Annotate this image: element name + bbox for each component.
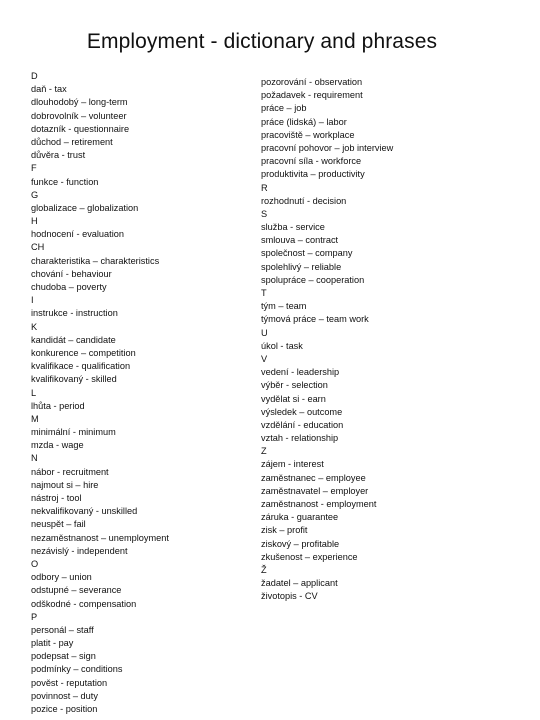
- dictionary-entry: kandidát – candidate: [31, 334, 116, 345]
- section-letter: G: [31, 189, 39, 200]
- section-letter: S: [261, 208, 268, 219]
- dictionary-entry: kvalifikace - qualification: [31, 361, 131, 372]
- dictionary-entry: dotazník - questionnaire: [31, 123, 130, 134]
- dictionary-column-right: [261, 76, 393, 604]
- dictionary-entry: žadatel – applicant: [261, 578, 338, 589]
- section-letter: Z: [261, 446, 267, 457]
- dictionary-entry: pozorování - observation: [261, 77, 363, 87]
- dictionary-entry: podepsat – sign: [31, 651, 96, 662]
- dictionary-entry: společnost – company: [261, 248, 353, 259]
- dictionary-entry: výběr - selection: [261, 380, 328, 391]
- dictionary-entry: chudoba – poverty: [31, 282, 107, 292]
- section-letter: U: [261, 327, 268, 338]
- dictionary-entry: služba - service: [261, 222, 325, 233]
- section-letter: CH: [31, 242, 45, 253]
- dictionary-entry: důvěra - trust: [31, 150, 86, 161]
- dictionary-entry: globalizace – globalization: [31, 202, 139, 213]
- dictionary-entry: vedení - leadership: [261, 367, 340, 378]
- dictionary-entry: minimální - minimum: [31, 427, 116, 438]
- dictionary-entry: rozhodnutí - decision: [261, 195, 347, 206]
- dictionary-entry: vzdělání - education: [261, 419, 344, 430]
- dictionary-entry: kvalifikovaný - skilled: [31, 374, 117, 385]
- dictionary-entry: pracovní pohovor – job interview: [261, 142, 394, 153]
- section-letter: O: [31, 558, 39, 569]
- section-letter: K: [31, 321, 38, 332]
- section-letter: P: [31, 611, 38, 622]
- dictionary-entry: spolehlivý – reliable: [261, 261, 342, 272]
- dictionary-entry: výsledek – outcome: [261, 406, 343, 417]
- dictionary-entry: pozice - position: [31, 704, 98, 714]
- dictionary-entry: důchod – retirement: [31, 136, 113, 147]
- dictionary-column-left: [31, 70, 169, 716]
- dictionary-entry: personál – staff: [31, 624, 94, 635]
- dictionary-entry: dlouhodobý – long-term: [31, 97, 128, 108]
- dictionary-entry: životopis - CV: [261, 591, 318, 602]
- dictionary-entry: týmová práce – team work: [261, 314, 369, 325]
- section-letter: I: [31, 295, 34, 306]
- dictionary-entry: vydělat si - earn: [261, 393, 326, 404]
- dictionary-entry: práce (lidská) – labor: [261, 116, 347, 127]
- section-letter: Ž: [261, 564, 267, 575]
- dictionary-entry: nezávislý - independent: [31, 545, 128, 556]
- section-letter: R: [261, 182, 268, 193]
- dictionary-entry: zájem - interest: [261, 459, 324, 470]
- section-letter: M: [31, 413, 39, 424]
- dictionary-entry: povinnost – duty: [31, 690, 98, 701]
- dictionary-entry: odbory – union: [31, 572, 92, 583]
- dictionary-entry: neuspět – fail: [31, 519, 86, 530]
- section-letter: H: [31, 216, 38, 227]
- dictionary-entry: odstupné – severance: [31, 585, 122, 596]
- dictionary-entry: pověst - reputation: [31, 677, 108, 688]
- section-letter: N: [31, 453, 38, 464]
- section-letter: T: [261, 288, 267, 298]
- dictionary-entry: smlouva – contract: [261, 235, 339, 246]
- dictionary-entry: zaměstnanost - employment: [261, 499, 377, 509]
- dictionary-entry: vztah - relationship: [261, 433, 339, 444]
- page-title: Employment - dictionary and phrases: [86, 30, 438, 54]
- dictionary-entry: produktivita – productivity: [261, 169, 365, 180]
- dictionary-entry: funkce - function: [31, 176, 99, 187]
- dictionary-entry: zaměstnanec – employee: [261, 472, 366, 483]
- dictionary-entry: nástroj - tool: [31, 493, 82, 503]
- dictionary-entry: požadavek - requirement: [261, 90, 363, 101]
- dictionary-entry: odškodné - compensation: [31, 598, 137, 609]
- dictionary-entry: nábor - recruitment: [31, 466, 109, 477]
- dictionary-entry: ziskový – profitable: [261, 538, 340, 549]
- dictionary-entry: platit - pay: [31, 638, 74, 649]
- dictionary-entry: najmout si – hire: [31, 479, 99, 490]
- section-letter: V: [261, 353, 268, 364]
- dictionary-entry: spolupráce – cooperation: [261, 274, 365, 285]
- dictionary-entry: daň - tax: [31, 84, 67, 95]
- section-letter: L: [31, 387, 37, 398]
- dictionary-entry: nezaměstnanost – unemployment: [31, 532, 169, 543]
- dictionary-entry: podmínky – conditions: [31, 664, 123, 675]
- dictionary-entry: instrukce - instruction: [31, 308, 118, 319]
- dictionary-entry: dobrovolník – volunteer: [31, 110, 127, 121]
- dictionary-entry: práce – job: [261, 103, 307, 114]
- dictionary-entry: zkušenost – experience: [261, 551, 358, 562]
- dictionary-entry: zaměstnavatel – employer: [261, 485, 369, 496]
- dictionary-entry: lhůta - period: [31, 400, 85, 411]
- dictionary-entry: charakteristika – charakteristics: [31, 255, 160, 266]
- dictionary-entry: hodnocení - evaluation: [31, 229, 124, 240]
- section-letter: F: [31, 163, 37, 174]
- dictionary-entry: úkol - task: [261, 340, 303, 351]
- dictionary-entry: konkurence – competition: [31, 347, 136, 358]
- dictionary-entry: nekvalifikovaný - unskilled: [31, 506, 138, 517]
- dictionary-entry: pracovní síla - workforce: [261, 156, 362, 167]
- section-letter: D: [31, 71, 38, 81]
- dictionary-entry: chování - behaviour: [31, 268, 112, 279]
- dictionary-entry: mzda - wage: [31, 440, 84, 451]
- dictionary-entry: zisk – profit: [261, 525, 308, 536]
- dictionary-entry: záruka - guarantee: [261, 512, 339, 523]
- dictionary-entry: tým – team: [261, 301, 307, 312]
- dictionary-entry: pracoviště – workplace: [261, 129, 355, 140]
